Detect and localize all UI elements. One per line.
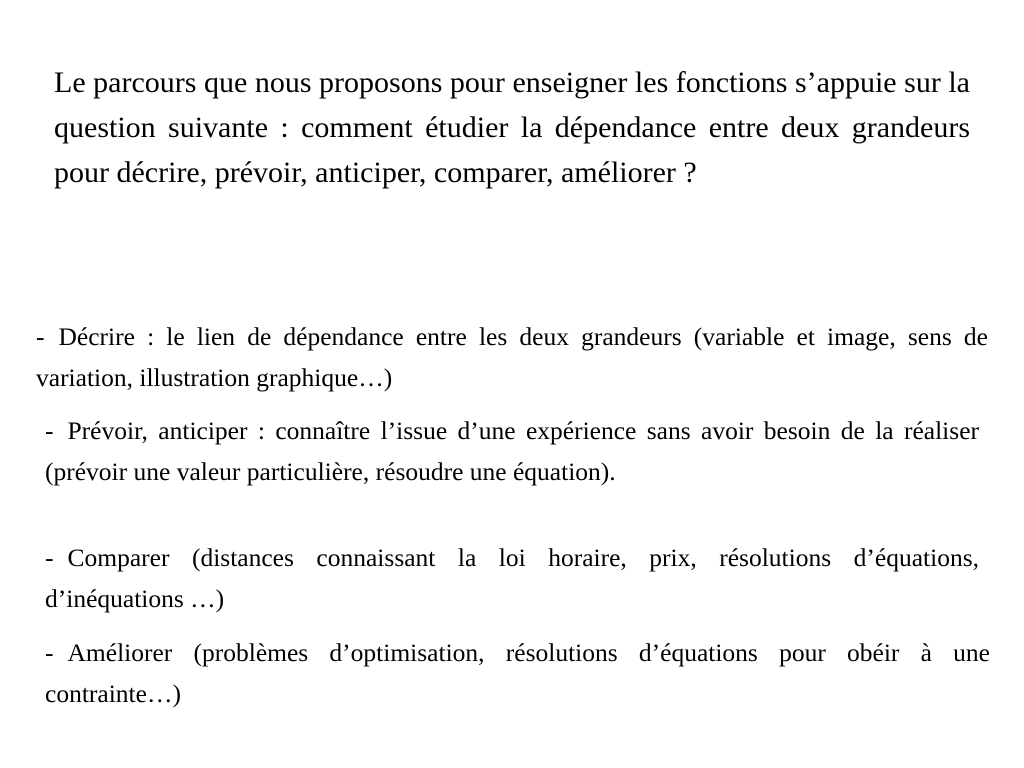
bullet-text: Décrire : le lien de dépendance entre les deux grandeurs (variable et image, sens de variation, illustration graphique…) (36, 322, 988, 392)
bullet-dash: - (45, 416, 54, 445)
bullet-comparer (45, 537, 979, 619)
bullet-text: Comparer (distances connaissant la loi horaire, prix, résolutions d’équations, d’inéquations …) (45, 543, 979, 613)
bullet-ameliorer (45, 632, 990, 714)
bullet-dash: - (45, 638, 54, 667)
bullet-prevoir (45, 410, 979, 492)
bullet-text: Prévoir, anticiper : connaître l’issue d’une expérience sans avoir besoin de la réaliser (prévoir une valeur particulière, résoudre une équation). (45, 416, 979, 486)
bullet-text: Améliorer (problèmes d’optimisation, résolutions d’équations pour obéir à une contrainte…) (45, 638, 990, 708)
bullet-decrire (36, 316, 988, 398)
intro-paragraph: Le parcours que nous proposons pour enseigner les fonctions s’appuie sur la question suivante : comment étudier la dépendance entre deux grandeurs pour décrire, prévoir, anticiper, comparer, améliorer ? (54, 66, 970, 189)
bullet-dash: - (36, 322, 45, 351)
bullet-dash: - (45, 543, 54, 572)
